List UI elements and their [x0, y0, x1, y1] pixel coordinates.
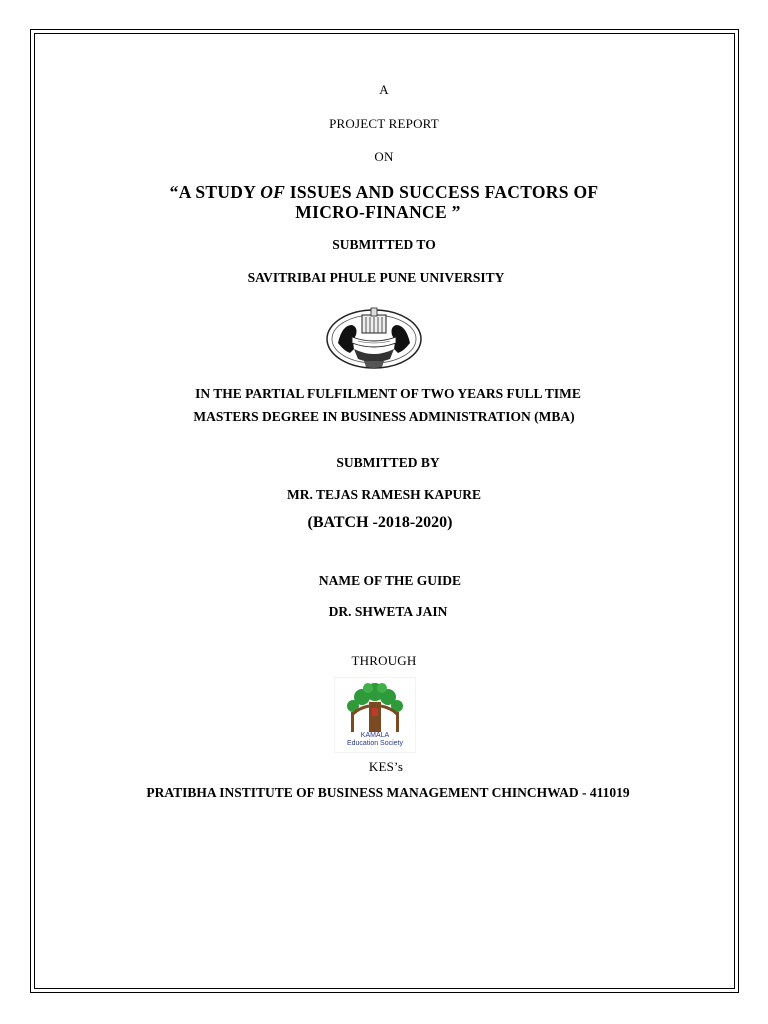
guide-label: NAME OF THE GUIDE: [318, 573, 462, 588]
report-type: PROJECT REPORT: [329, 116, 439, 131]
on-label: ON: [374, 149, 394, 164]
university-name: SAVITRIBAI PHULE PUNE UNIVERSITY: [247, 270, 505, 285]
page-border-inner: [34, 33, 735, 989]
society-name: KAMALA: [360, 732, 390, 739]
submitted-to-label: SUBMITTED TO: [332, 237, 436, 252]
title-of: OF: [260, 182, 286, 202]
university-emblem: [324, 303, 424, 371]
batch: (BATCH -2018-2020): [307, 514, 453, 531]
through-label: THROUGH: [351, 653, 417, 668]
title-rest: ISSUES AND SUCCESS FACTORS OF: [285, 182, 599, 202]
fulfilment-line1: IN THE PARTIAL FULFILMENT OF TWO YEARS FULL TIME: [195, 386, 581, 401]
institute-name: PRATIBHA INSTITUTE OF BUSINESS MANAGEMENT CHINCHWAD - 411019: [146, 785, 630, 800]
society-logo: [334, 677, 416, 753]
tree-icon: [335, 678, 415, 736]
fulfilment-line2: MASTERS DEGREE IN BUSINESS ADMINISTRATION (MBA): [193, 409, 575, 424]
university-emblem-icon: [324, 303, 424, 371]
title-open: “A STUDY: [169, 182, 261, 202]
student-name: MR. TEJAS RAMESH KAPURE: [286, 487, 482, 502]
submitted-by-label: SUBMITTED BY: [336, 455, 440, 470]
report-title-line2: MICRO-FINANCE ”: [295, 202, 461, 222]
society-caption: [335, 732, 415, 748]
article-a: A: [379, 82, 389, 97]
guide-name: DR. SHWETA JAIN: [328, 604, 448, 619]
report-title-line1: [0, 182, 768, 203]
society-subtitle: Education Society: [346, 740, 404, 747]
kes-label: KES’s: [368, 759, 404, 774]
